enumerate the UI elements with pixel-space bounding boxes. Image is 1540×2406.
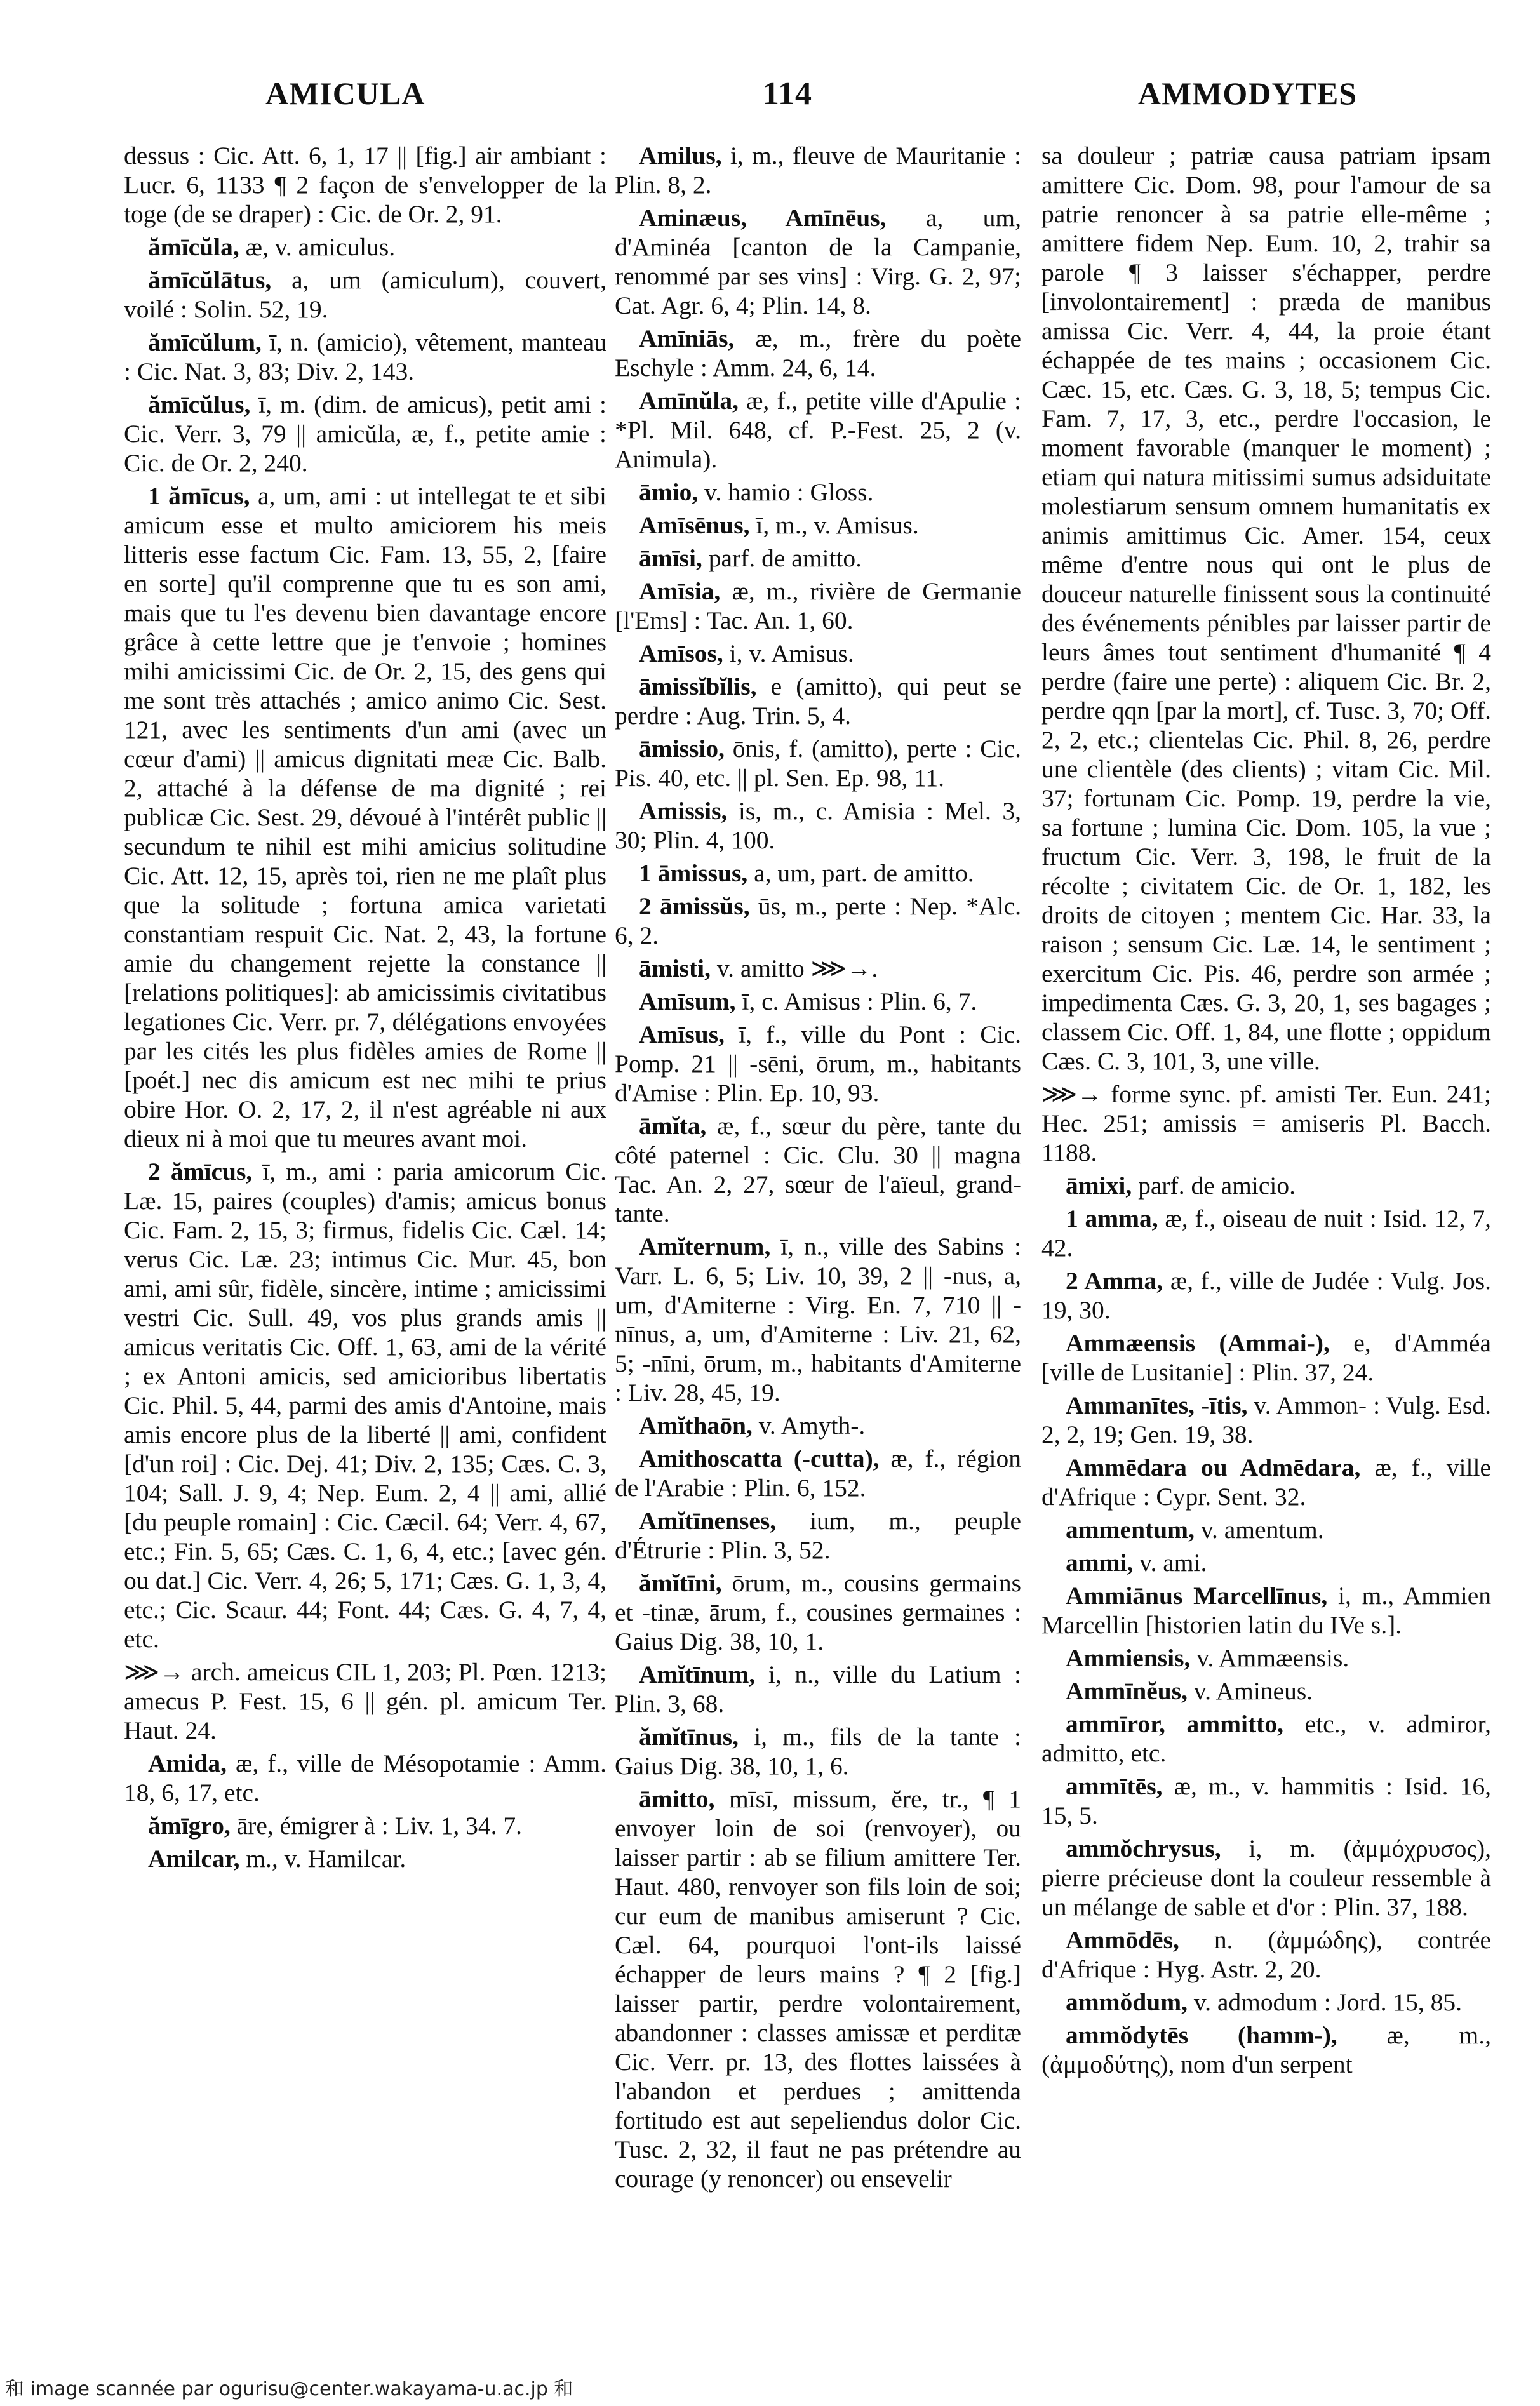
entry-definition: æ, m., frère du poète Eschyle : Amm. 24, 6, 14. (615, 324, 1021, 382)
entry-headword: Amĭtīnum, (639, 1661, 756, 1688)
entry-definition: sa douleur ; patriæ causa patriam ipsam amittere Cic. Dom. 98, pour l'amour de sa patrie renoncer à sa patrie elle-même ; amittere fidem Nep. Eum. 10, 2, trahir sa parole ¶ 3 laisser s'échapper, perdre [involontairement] : præda de manibus amissa Cic. Verr. 4, 44, la proie étant échappée de tes mains ; occasionem Cic. Cæc. 15, etc. Cæs. G. 3, 18, 5; tempus Cic. Fam. 7, 17, 3, etc., perdre l'occasion, le moment favorable (manquer le moment) ; etiam qui natura mitissimi sumus adsiduitate molestiarum sensum omnem humanitatis ex animis amittimus Cic. Amer. 154, ceux même d'entre nous qui ont le plus de douceur naturelle finissent sous la continuité des événements pénibles par laisser partir de leurs âmes tout sentiment d'humanité ¶ 4 perdre (faire une perte) : aliquem Cic. Br. 2, perdre qqn [par la mort], cf. Tusc. 3, 70; Off. 2, 2, etc.; clientelas Cic. Phil. 8, 26, perdre une clientèle (des clients) ; vitam Cic. Mil. 37; fortunam Cic. Pomp. 19, perdre la vie, sa fortune ; lumina Cic. Dom. 105, la vue ; fructum Cic. Verr. 3, 198, le fruit de la récolte ; civitatem Cic. de Or. 1, 182, les droits de citoyen ; mentem Cic. Har. 33, la raison ; sensum Cic. Læ. 14, le sentiment ; exercitum Cic. Pis. 46, perdre son armée ; impedimenta Cæs. G. 3, 20, 1, ses bagages ; classem Cic. Off. 1, 84, une flotte ; oppidum Cæs. C. 3, 101, 3, une ville. (1041, 142, 1491, 1075)
entry-definition: v. admodum : Jord. 15, 85. (1193, 1988, 1462, 2016)
entry-definition: ī, f., ville du Pont : Cic. Pomp. 21 || -sēni, ōrum, m., habitants d'Amise : Plin. Ep. 10, 93. (615, 1020, 1021, 1107)
dictionary-entry (1041, 1834, 1491, 1921)
entry-headword: āmissĭbĭlis, (639, 672, 757, 700)
dictionary-entry (1041, 141, 1491, 1076)
entry-headword: ămīgro, (148, 1812, 231, 1840)
entry-headword: ammītēs, (1066, 1772, 1163, 1800)
dictionary-entry (124, 390, 606, 478)
entry-headword: ămĭtīni, (639, 1569, 722, 1597)
entry-definition: i, v. Amisus. (729, 639, 854, 667)
entry-headword: Ammæensis (Ammai-), (1066, 1329, 1330, 1357)
entry-definition: a, um (amiculum), couvert, voilé : Solin. 52, 19. (124, 266, 606, 323)
dictionary-entry (615, 672, 1021, 730)
entry-headword: Amīsēnus, (639, 511, 750, 539)
entry-headword: ammŏchrysus, (1066, 1835, 1221, 1862)
entry-headword: Amilus, (639, 142, 722, 170)
entry-headword: Ammēdara ou Admēdara, (1066, 1454, 1361, 1481)
entry-definition: v. Ammon- : Vulg. Esd. 2, 2, 19; Gen. 19, 38. (1041, 1391, 1491, 1448)
dictionary-entry (1041, 1772, 1491, 1830)
entry-definition: ⋙→ arch. ameicus CIL 1, 203; Pl. Pœn. 1213; amecus P. Fest. 15, 6 || gén. pl. amicum Ter. Haut. 24. (124, 1658, 606, 1744)
entry-definition: dessus : Cic. Att. 6, 1, 17 || [fig.] air ambiant : Lucr. 6, 1133 ¶ 2 façon de s'envelopper de la toge (de se draper) : Cic. de Or. 2, 91. (124, 142, 606, 228)
dictionary-entry (1041, 1709, 1491, 1768)
dictionary-entry (124, 1657, 606, 1745)
entry-headword: Ammanītes, -ītis, (1066, 1391, 1248, 1419)
entry-headword: ămīcŭlum, (148, 328, 262, 356)
dictionary-entry (615, 639, 1021, 668)
dictionary-entry (615, 203, 1021, 320)
entry-headword: āmixi, (1066, 1172, 1132, 1200)
dictionary-entry (615, 1232, 1021, 1407)
entry-definition: æ, f., petite ville d'Apulie : *Pl. Mil. 648, cf. P.-Fest. 25, 2 (v. Animula). (615, 387, 1021, 473)
entry-definition: etc., v. admiror, admitto, etc. (1041, 1710, 1491, 1767)
dictionary-entry (615, 544, 1021, 573)
entry-headword: 2 Amma, (1066, 1267, 1163, 1295)
dictionary-entry (1041, 1266, 1491, 1325)
entry-headword: Amīsos, (639, 639, 723, 667)
entry-headword: ammŏdytēs (hamm-), (1066, 2021, 1337, 2049)
entry-headword: Amĭternum, (639, 1233, 771, 1260)
column-1 (124, 141, 606, 2313)
entry-headword: āmīsi, (639, 544, 702, 572)
entry-definition: v. Ammæensis. (1196, 1644, 1349, 1672)
entry-definition: æ, f., ville d'Afrique : Cypr. Sent. 32. (1041, 1454, 1491, 1511)
entry-definition: v. amentum. (1200, 1516, 1324, 1544)
entry-headword: ammi, (1066, 1549, 1134, 1577)
entry-headword: Ammiānus Marcellīnus, (1066, 1582, 1328, 1610)
dictionary-entry (1041, 1515, 1491, 1544)
entry-headword: ammīror, ammitto, (1066, 1710, 1283, 1738)
dictionary-entry (615, 987, 1021, 1016)
entry-definition: parf. de amicio. (1138, 1172, 1296, 1200)
dictionary-entry (124, 1749, 606, 1807)
dictionary-entry (615, 734, 1021, 792)
entry-definition: ium, m., peuple d'Étrurie : Plin. 3, 52. (615, 1507, 1021, 1564)
dictionary-entry (615, 478, 1021, 507)
entry-definition: i, n., ville du Latium : Plin. 3, 68. (615, 1661, 1021, 1718)
entry-definition: i, m., Ammien Marcellin [historien latin du IVe s.]. (1041, 1582, 1491, 1639)
dictionary-entry (124, 1157, 606, 1654)
entry-headword: Amida, (148, 1749, 227, 1777)
entry-definition: is, m., c. Amisia : Mel. 3, 30; Plin. 4, 100. (615, 797, 1021, 854)
entry-headword: ammŏdum, (1066, 1988, 1188, 2016)
entry-headword: Ammīnĕus, (1066, 1677, 1188, 1705)
entry-definition: ī, n. (amicio), vêtement, manteau : Cic. Nat. 3, 83; Div. 2, 143. (124, 328, 606, 385)
dictionary-entry (124, 265, 606, 324)
dictionary-entry (1041, 1453, 1491, 1511)
entry-definition: ōnis, f. (amitto), perte : Cic. Pis. 40, etc. || pl. Sen. Ep. 98, 11. (615, 735, 1021, 792)
dictionary-entry (615, 511, 1021, 540)
entry-headword: Amĭtīnenses, (639, 1507, 777, 1535)
entry-definition: e (amitto), qui peut se perdre : Aug. Trin. 5, 4. (615, 672, 1021, 730)
entry-definition: ī, m., v. Amisus. (756, 511, 919, 539)
entry-definition: ī, c. Amisus : Plin. 6, 7. (742, 987, 977, 1015)
dictionary-entry (615, 859, 1021, 888)
entry-headword: Amilcar, (148, 1845, 240, 1873)
dictionary-entry (1041, 2021, 1491, 2079)
scan-credit-footer: 和 image scannée par ogurisu@center.wakayama-u.ac.jp 和 (0, 2372, 1540, 2405)
entry-definition: æ, f., ville de Mésopotamie : Amm. 18, 6, 17, etc. (124, 1749, 606, 1807)
dictionary-entry (615, 1411, 1021, 1440)
dictionary-entry (615, 796, 1021, 855)
dictionary-entry (124, 141, 606, 229)
entry-headword: 1 ămīcus, (148, 482, 250, 510)
entry-headword: āmitto, (639, 1785, 715, 1813)
entry-headword: ămīcŭla, (148, 233, 239, 261)
dictionary-entry (124, 328, 606, 386)
entry-headword: 2 ămīcus, (148, 1158, 253, 1186)
entry-headword: Amīniās, (639, 324, 735, 352)
entry-headword: Ammiensis, (1066, 1644, 1191, 1672)
entry-headword: Amīsum, (639, 987, 736, 1015)
dictionary-entry (615, 386, 1021, 474)
entry-headword: āmissio, (639, 735, 725, 763)
entry-definition: a, um, d'Aminéa [canton de la Campanie, renommé par ses vins] : Virg. G. 2, 97; Cat. Agr. 6, 4; Plin. 14, 8. (615, 204, 1021, 319)
entry-definition: v. ami. (1139, 1549, 1207, 1577)
entry-definition: æ, v. amiculus. (245, 233, 396, 261)
dictionary-entry (1041, 1925, 1491, 1984)
entry-headword: āmio, (639, 478, 699, 506)
entry-definition: āre, émigrer à : Liv. 1, 34. 7. (236, 1812, 523, 1840)
dictionary-entry (615, 954, 1021, 983)
dictionary-entry (615, 1020, 1021, 1107)
dictionary-entry (615, 1660, 1021, 1718)
dictionary-entry (615, 1444, 1021, 1502)
dictionary-entry (124, 481, 606, 1153)
entry-definition: v. Amyth-. (758, 1412, 866, 1440)
dictionary-entry (615, 892, 1021, 950)
page-number: 114 (762, 76, 813, 112)
dictionary-entry (1041, 1988, 1491, 2017)
entry-headword: ămĭtīnus, (639, 1723, 739, 1751)
entry-definition: æ, m., v. hammitis : Isid. 16, 15, 5. (1041, 1772, 1491, 1829)
entry-definition: n. (ἀμμώδης), contrée d'Afrique : Hyg. Astr. 2, 20. (1041, 1926, 1491, 1983)
entry-headword: ămīcŭlus, (148, 391, 251, 418)
entry-definition: parf. de amitto. (708, 544, 862, 572)
dictionary-entry (1041, 1643, 1491, 1673)
entry-definition: mīsī, missum, ĕre, tr., ¶ 1 envoyer loin de soi (renvoyer), ou laisser partir : ab se filium amittere Ter. Haut. 480, renvoyer son fils loin de soi; cur eum de manibus amiserunt ? Cic. Cæl. 64, pourquoi l'ont-ils laissé échapper de leurs mains ? ¶ 2 [fig.] laisser partir, perdre volontairement, abandonner : classes amissæ et perditæ Cic. Verr. pr. 13, des flottes laissées à l'abandon et perdues ; amittenda fortitudo est aut sepeliendus dolor Cic. Tusc. 2, 32, il faut ne pas prétendre au courage (y renoncer) ou ensevelir (615, 1785, 1021, 2193)
entry-definition: æ, m., rivière de Germanie [l'Ems] : Tac. An. 1, 60. (615, 577, 1021, 634)
running-head-right: AMMODYTES (1137, 76, 1357, 111)
dictionary-entry (1041, 1391, 1491, 1449)
dictionary-entry (615, 1784, 1021, 2193)
entry-definition: e, d'Amméa [ville de Lusitanie] : Plin. 37, 24. (1041, 1329, 1491, 1386)
entry-headword: Amĭthaōn, (639, 1412, 753, 1440)
dictionary-entry (1041, 1581, 1491, 1640)
dictionary-entry (615, 324, 1021, 382)
entry-definition: æ, f., ville de Judée : Vulg. Jos. 19, 30. (1041, 1267, 1491, 1324)
entry-definition: æ, f., sœur du père, tante du côté paternel : Cic. Clu. 30 || magna Tac. An. 2, 27, sœur de l'aïeul, grand-tante. (615, 1112, 1021, 1227)
dictionary-entry (1041, 1676, 1491, 1706)
entry-headword: āmĭta, (639, 1112, 707, 1140)
entry-headword: Ammōdēs, (1066, 1926, 1179, 1954)
entry-headword: āmisti, (639, 954, 711, 982)
entry-definition: ī, m., ami : paria amicorum Cic. Læ. 15, paires (couples) d'amis; amicus bonus Cic. Fam. 2, 15, 3; firmus, fidelis Cic. Cæl. 14; verus Cic. Læ. 23; intimus Cic. Mur. 45, bon ami, ami sûr, fidèle, sincère, intime ; amicissimi vestri Cic. Sull. 49, vos plus grands amis || amicus veritatis Cic. Off. 1, 63, ami de la vérité ; ex Antoni amicis, sed amicioribus libertatis Cic. Phil. 5, 44, parmi des amis d'Antoine, mais amis encore plus de la liberté || ami, confident [d'un roi] : Cic. Dej. 41; Div. 2, 135; Cæs. C. 3, 104; Sall. J. 9, 4; Nep. Eum. 2, 4 || ami, allié [du peuple romain] : Cic. Cæcil. 64; Verr. 4, 67, etc.; Fin. 5, 65; Cæs. C. 1, 6, 4, etc.; [avec gén. ou dat.] Cic. Verr. 4, 26; 5, 171; Cæs. G. 1, 3, 4, etc.; Cic. Scaur. 44; Font. 44; Cæs. G. 4, 7, 4, etc. (124, 1158, 606, 1653)
dictionary-entry (615, 141, 1021, 199)
entry-definition: æ, f., oiseau de nuit : Isid. 12, 7, 42. (1041, 1205, 1491, 1262)
entry-headword: Aminæus, Amīnēus, (639, 204, 887, 232)
entry-headword: Amissis, (639, 797, 728, 825)
entry-headword: 1 amma, (1066, 1205, 1158, 1233)
entry-definition: ⋙→ forme sync. pf. amisti Ter. Eun. 241; Hec. 251; amissis = amiseris Pl. Bacch. 1188. (1041, 1080, 1491, 1166)
entry-headword: Amīsus, (639, 1020, 725, 1048)
column-3 (1041, 141, 1491, 2313)
column-2 (615, 141, 1021, 2313)
entry-headword: Amīnŭla, (639, 387, 739, 415)
entry-definition: ōrum, m., cousins germains et -tinæ, ārum, f., cousines germaines : Gaius Dig. 38, 10, 1. (615, 1569, 1021, 1655)
dictionary-entry (124, 1811, 606, 1840)
entry-definition: v. Amineus. (1193, 1677, 1313, 1705)
entry-definition: ūs, m., perte : Nep. *Alc. 6, 2. (615, 892, 1021, 949)
entry-definition: a, um, ami : ut intellegat te et sibi amicum esse et multo amiciorem his meis litteris esse factum Cic. Fam. 13, 55, 2, [faire en sorte] qu'il comprenne que tu es son ami, mais que tu l'es devenu bien davantage encore grâce à cette lettre que je t'envoie ; homines mihi amicissimi Cic. de Or. 2, 15, des gens qui me sont très attachés ; amico animo Cic. Sest. 121, avec les sentiments d'un ami (avec un cœur d'ami) || amicus dignitati meæ Cic. Balb. 2, attaché à la défense de ma dignité ; rei publicæ Cic. Sest. 29, dévoué à l'intérêt public || secundum te nihil est mihi amicius solitudine Cic. Att. 12, 15, après toi, rien ne me plaît plus que la solitude ; fortuna amica varietati constantiam respuit Cic. Nat. 2, 43, la fortune amie du changement rejette la constance || [relations politiques]: ab amicissimis civitatibus legationes Cic. Verr. pr. 7, délégations envoyées par les cités les plus fidèles amies de Rome || [poét.] nec dis amicum est nec mihi te prius obire Hor. O. 2, 17, 2, il n'est agréable ni aux dieux ni à moi que tu meures avant moi. (124, 482, 606, 1153)
entry-definition: ī, n., ville des Sabins : Varr. L. 6, 5; Liv. 10, 39, 2 || -nus, a, um, d'Amiterne : Virg. En. 7, 710 || -nīnus, a, um, d'Amiterne : Liv. 21, 62, 5; -nīni, ōrum, m., habitants d'Amiterne : Liv. 28, 45, 19. (615, 1233, 1021, 1407)
entry-definition: v. amitto ⋙→. (716, 954, 878, 982)
dictionary-entry (124, 1844, 606, 1873)
entry-headword: Amithoscatta (-cutta), (639, 1445, 880, 1473)
entry-headword: Amīsia, (639, 577, 721, 605)
entry-definition: æ, f., région de l'Arabie : Plin. 6, 152. (615, 1445, 1021, 1502)
dictionary-entry (615, 1506, 1021, 1565)
dictionary-entry (1041, 1204, 1491, 1262)
entry-definition: i, m. (ἀμμόχρυσος), pierre précieuse dont la couleur ressemble à un mélange de sable et d'or : Plin. 37, 188. (1041, 1835, 1491, 1921)
dictionary-entry (1041, 1171, 1491, 1200)
dictionary-entry (615, 1568, 1021, 1656)
entry-headword: ămīcŭlātus, (148, 266, 272, 294)
dictionary-entry (615, 577, 1021, 635)
dictionary-entry (124, 232, 606, 262)
dictionary-entry (615, 1111, 1021, 1228)
entry-definition: ī, m. (dim. de amicus), petit ami : Cic. Verr. 3, 79 || amicŭla, æ, f., petite amie : Cic. de Or. 2, 240. (124, 391, 606, 477)
dictionary-entry (1041, 1548, 1491, 1577)
running-head-left: AMICULA (265, 76, 425, 111)
entry-headword: 1 āmissus, (639, 859, 748, 887)
entry-definition: i, m., fils de la tante : Gaius Dig. 38, 10, 1, 6. (615, 1723, 1021, 1780)
dictionary-entry (1041, 1079, 1491, 1167)
entry-definition: æ, m., (ἀμμοδύτης), nom d'un serpent (1041, 2021, 1491, 2078)
entry-headword: 2 āmissŭs, (639, 892, 750, 920)
entry-definition: m., v. Hamilcar. (246, 1845, 406, 1873)
entry-definition: i, m., fleuve de Mauritanie : Plin. 8, 2. (615, 142, 1021, 199)
entry-headword: ammentum, (1066, 1516, 1195, 1544)
dictionary-entry (615, 1722, 1021, 1781)
dictionary-entry (1041, 1328, 1491, 1387)
entry-definition: v. hamio : Gloss. (704, 478, 874, 506)
entry-definition: a, um, part. de amitto. (754, 859, 974, 887)
